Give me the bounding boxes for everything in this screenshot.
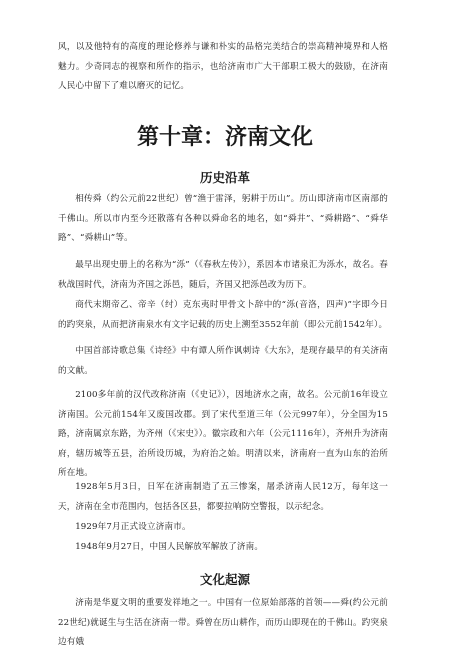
history-paragraph: 相传舜（约公元前22世纪）曾“渔于雷泽，躬耕于历山”。历山即济南市区南部的千佛山。所以市内至今还散落有各种以舜命名的地名，如“舜井”、“舜耕路”、“舜华路”、“舜耕山”等。 bbox=[58, 194, 388, 243]
section-heading-history: 历史沿革 bbox=[199, 170, 250, 185]
history-paragraph: 2100多年前的汉代改称济南（《史记》），因地济水之南，故名。公元前16年设立济南国。公元前154年又废国改郡。到了宋代至道三年（公元997年），分全国为15路，济南属京东路，为齐州（《宋史》）。徽宗政和六年（公元1116年），齐州升为济南府，辖历城等五县，治所设历城，为府治之始。明清以来，济南府一直为山东的治所所在地。 bbox=[58, 390, 388, 478]
history-paragraph: 1929年7月正式设立济南市。 bbox=[75, 522, 191, 532]
chapter-title: 第十章：济南文化 bbox=[136, 125, 313, 150]
history-paragraph: 商代末期帝乙、帝辛（纣）克东夷时甲骨文卜辞中的“泺(音洛，四声)”字即今日的趵突泉，从而把济南泉水有文字记载的历史上溯至3552年前（即公元前1542年）。 bbox=[58, 300, 388, 330]
intro-paragraph: 风，以及他特有的高度的理论修养与谦和朴实的品格完美结合的崇高精神境界和人格魅力。少奇同志的视察和所作的指示，也给济南市广大干部职工极大的鼓励，在济南人民心中留下了难以磨灭的记忆。 bbox=[58, 42, 388, 91]
culture-paragraph: 济南是华夏文明的重要发祥地之一。中国有一位原始部落的首领——舜(约公元前22世纪)就诞生与生活在济南一带。舜曾在历山耕作，而历山即现在的千佛山。趵突泉边有娥 bbox=[58, 598, 388, 647]
section-heading-culture: 文化起源 bbox=[199, 572, 250, 587]
history-paragraph: 1928年5月3日，日军在济南制造了五三惨案，屠杀济南人民12万，每年这一天，济南在全市范围内，包括各区县，都要拉响防空警报，以示纪念。 bbox=[58, 482, 388, 512]
history-paragraph: 1948年9月27日，中国人民解放军解放了济南。 bbox=[75, 542, 264, 552]
history-paragraph: 中国首部诗歌总集《诗经》中有谭人所作讽刺诗《大东》，是现存最早的有关济南的文献。 bbox=[58, 346, 388, 376]
history-paragraph: 最早出现史册上的名称为“泺”（《春秋左传》），系因本市诸泉汇为泺水，故名。春秋战国时代，济南为齐国之泺邑，随后，齐国又把泺邑改为历下。 bbox=[58, 260, 388, 290]
